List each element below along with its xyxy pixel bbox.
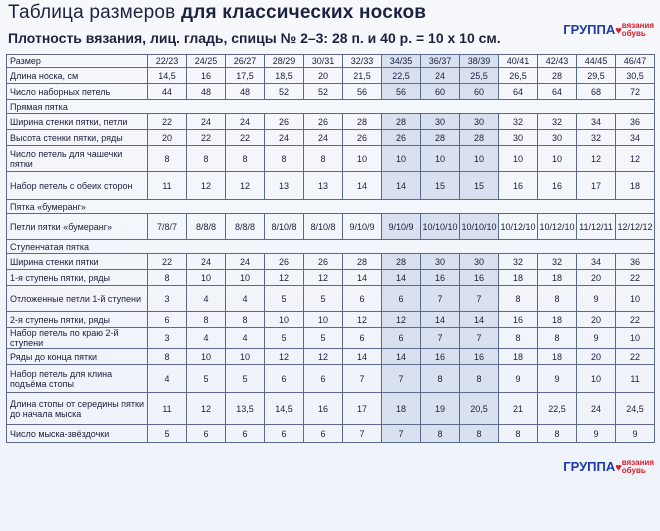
table-row: [7, 130, 655, 146]
logo-line1: вязания: [621, 21, 654, 30]
table-header-row: [7, 55, 655, 68]
section-title: Пятка «бумеранг»: [7, 200, 655, 214]
value-cell: 3: [148, 286, 187, 312]
size-header-cell: 24/25: [187, 55, 226, 68]
value-cell: 6: [265, 425, 304, 443]
value-cell: 9/10/9: [343, 214, 382, 240]
value-cell: 28: [538, 68, 577, 84]
value-cell: 52: [304, 84, 343, 100]
value-cell: 34: [616, 130, 655, 146]
row-label-cell: Длина носка, см: [7, 68, 148, 84]
value-cell: 6: [382, 286, 421, 312]
value-cell: 10: [616, 328, 655, 349]
value-cell: 8: [148, 349, 187, 365]
value-cell: 34: [577, 114, 616, 130]
value-cell: 12: [304, 349, 343, 365]
row-label-cell: Набор петель по краю 2-й ступени: [7, 328, 148, 349]
value-cell: 64: [538, 84, 577, 100]
value-cell: 7: [382, 365, 421, 393]
value-cell: 12: [304, 270, 343, 286]
value-cell: 26,5: [499, 68, 538, 84]
value-cell: 10: [538, 146, 577, 172]
value-cell: 10: [226, 349, 265, 365]
value-cell: 17,5: [226, 68, 265, 84]
value-cell: 5: [265, 328, 304, 349]
value-cell: 8: [226, 146, 265, 172]
value-cell: 60: [421, 84, 460, 100]
size-header-cell: 40/41: [499, 55, 538, 68]
heart-icon: ♥: [615, 462, 622, 474]
value-cell: 8: [460, 425, 499, 443]
group-logo[interactable]: [563, 22, 654, 39]
value-cell: 24: [304, 130, 343, 146]
value-cell: 11: [148, 172, 187, 200]
value-cell: 22: [226, 130, 265, 146]
row-label-cell: Высота стенки пятки, ряды: [7, 130, 148, 146]
value-cell: 16: [421, 349, 460, 365]
row-label-cell: Число петель для чашечки пятки: [7, 146, 148, 172]
value-cell: 16: [499, 172, 538, 200]
value-cell: 6: [382, 328, 421, 349]
row-label-cell: Длина стопы от середины пятки до начала мыска: [7, 393, 148, 425]
table-row: [7, 393, 655, 425]
value-cell: 10/10/10: [421, 214, 460, 240]
value-cell: 8: [148, 270, 187, 286]
value-cell: 8: [499, 286, 538, 312]
row-label-cell: Число мыска-звёздочки: [7, 425, 148, 443]
value-cell: 30: [460, 114, 499, 130]
value-cell: 9: [577, 328, 616, 349]
value-cell: 8: [187, 146, 226, 172]
value-cell: 22: [616, 270, 655, 286]
value-cell: 24: [421, 68, 460, 84]
value-cell: 32: [577, 130, 616, 146]
value-cell: 20,5: [460, 393, 499, 425]
value-cell: 28: [343, 114, 382, 130]
logo-word: ГРУППА: [563, 22, 616, 37]
size-header-cell: 46/47: [616, 55, 655, 68]
value-cell: 8/8/8: [187, 214, 226, 240]
value-cell: 56: [382, 84, 421, 100]
table-row: [7, 365, 655, 393]
value-cell: 18: [499, 349, 538, 365]
row-label-cell: Отложенные петли 1-й ступени: [7, 286, 148, 312]
value-cell: 5: [304, 286, 343, 312]
value-cell: 18: [382, 393, 421, 425]
value-cell: 11: [148, 393, 187, 425]
value-cell: 20: [148, 130, 187, 146]
row-label-cell: Набор петель для клина подъёма стопы: [7, 365, 148, 393]
value-cell: 12: [187, 393, 226, 425]
value-cell: 26: [265, 114, 304, 130]
size-header-cell: 42/43: [538, 55, 577, 68]
value-cell: 18,5: [265, 68, 304, 84]
value-cell: 8: [421, 425, 460, 443]
value-cell: 7: [421, 286, 460, 312]
value-cell: 32: [499, 114, 538, 130]
value-cell: 16: [304, 393, 343, 425]
value-cell: 7: [343, 365, 382, 393]
value-cell: 72: [616, 84, 655, 100]
value-cell: 14: [382, 270, 421, 286]
value-cell: 14: [343, 270, 382, 286]
value-cell: 14: [382, 349, 421, 365]
size-header-cell: 30/31: [304, 55, 343, 68]
value-cell: 4: [187, 328, 226, 349]
value-cell: 22: [616, 349, 655, 365]
value-cell: 6: [304, 425, 343, 443]
value-cell: 4: [148, 365, 187, 393]
value-cell: 68: [577, 84, 616, 100]
value-cell: 30: [499, 130, 538, 146]
value-cell: 13: [304, 172, 343, 200]
value-cell: 5: [265, 286, 304, 312]
value-cell: 12/12/12: [616, 214, 655, 240]
value-cell: 14: [343, 349, 382, 365]
value-cell: 15: [460, 172, 499, 200]
value-cell: 20: [577, 270, 616, 286]
row-label-cell: Петли пятки «бумеранг»: [7, 214, 148, 240]
value-cell: 8/10/8: [304, 214, 343, 240]
value-cell: 10: [421, 146, 460, 172]
row-label-cell: Число наборных петель: [7, 84, 148, 100]
value-cell: 8: [421, 365, 460, 393]
section-title: Прямая пятка: [7, 100, 655, 114]
value-cell: 24: [226, 114, 265, 130]
logo-line2: обувь: [621, 466, 646, 476]
value-cell: 28: [343, 254, 382, 270]
size-header-cell: 26/27: [226, 55, 265, 68]
value-cell: 5: [226, 365, 265, 393]
value-cell: 16: [499, 312, 538, 328]
value-cell: 16: [460, 270, 499, 286]
value-cell: 9: [499, 365, 538, 393]
page-title: Таблица размеров для классических носков: [8, 2, 427, 23]
section-row: [7, 100, 655, 114]
value-cell: 28: [382, 114, 421, 130]
table-row: [7, 84, 655, 100]
value-cell: 8: [538, 328, 577, 349]
value-cell: 7: [460, 328, 499, 349]
value-cell: 6: [343, 286, 382, 312]
value-cell: 22,5: [382, 68, 421, 84]
value-cell: 36: [616, 114, 655, 130]
size-header-cell: 28/29: [265, 55, 304, 68]
row-label-cell: 2-я ступень пятки, ряды: [7, 312, 148, 328]
value-cell: 9: [616, 425, 655, 443]
value-cell: 28: [421, 130, 460, 146]
value-cell: 21: [499, 393, 538, 425]
value-cell: 18: [538, 349, 577, 365]
value-cell: 10: [304, 312, 343, 328]
table-row: [7, 286, 655, 312]
value-cell: 30: [538, 130, 577, 146]
value-cell: 6: [226, 425, 265, 443]
value-cell: 10: [187, 270, 226, 286]
value-cell: 12: [265, 270, 304, 286]
value-cell: 8: [538, 425, 577, 443]
logo-line1: вязания: [621, 458, 654, 467]
value-cell: 13,5: [226, 393, 265, 425]
value-cell: 32: [499, 254, 538, 270]
value-cell: 17: [343, 393, 382, 425]
logo-line2: обувь: [621, 29, 646, 39]
value-cell: 8: [265, 146, 304, 172]
value-cell: 29,5: [577, 68, 616, 84]
value-cell: 28: [382, 254, 421, 270]
value-cell: 10: [499, 146, 538, 172]
value-cell: 19: [421, 393, 460, 425]
value-cell: 34: [577, 254, 616, 270]
value-cell: 52: [265, 84, 304, 100]
value-cell: 6: [148, 312, 187, 328]
row-label-cell: Ширина стенки пятки: [7, 254, 148, 270]
table-row: [7, 114, 655, 130]
value-cell: 32: [538, 114, 577, 130]
value-cell: 18: [616, 172, 655, 200]
value-cell: 16: [187, 68, 226, 84]
value-cell: 12: [265, 349, 304, 365]
section-row: [7, 200, 655, 214]
value-cell: 13: [265, 172, 304, 200]
value-cell: 24: [226, 254, 265, 270]
value-cell: 7: [343, 425, 382, 443]
value-cell: 16: [460, 349, 499, 365]
value-cell: 8: [499, 328, 538, 349]
value-cell: 7/8/7: [148, 214, 187, 240]
value-cell: 24: [577, 393, 616, 425]
value-cell: 9: [577, 286, 616, 312]
row-label-cell: Набор петель с обеих сторон: [7, 172, 148, 200]
size-header-cell: 36/37: [421, 55, 460, 68]
table-row: [7, 425, 655, 443]
size-header-cell: 22/23: [148, 55, 187, 68]
value-cell: 10: [343, 146, 382, 172]
value-cell: 30: [421, 254, 460, 270]
value-cell: 17: [577, 172, 616, 200]
value-cell: 26: [343, 130, 382, 146]
value-cell: 14: [343, 172, 382, 200]
value-cell: 10: [460, 146, 499, 172]
value-cell: 20: [577, 312, 616, 328]
value-cell: 22: [148, 254, 187, 270]
value-cell: 10: [382, 146, 421, 172]
value-cell: 10/12/10: [499, 214, 538, 240]
value-cell: 64: [499, 84, 538, 100]
value-cell: 10: [616, 286, 655, 312]
row-label-cell: Ряды до конца пятки: [7, 349, 148, 365]
value-cell: 18: [538, 312, 577, 328]
table-row: [7, 146, 655, 172]
value-cell: 8: [226, 312, 265, 328]
value-cell: 10: [187, 349, 226, 365]
logo-word: ГРУППА: [563, 459, 616, 474]
value-cell: 30,5: [616, 68, 655, 84]
table-row: [7, 254, 655, 270]
value-cell: 5: [148, 425, 187, 443]
value-cell: 12: [577, 146, 616, 172]
value-cell: 6: [187, 425, 226, 443]
value-cell: 10: [265, 312, 304, 328]
value-cell: 22: [616, 312, 655, 328]
value-cell: 11: [616, 365, 655, 393]
size-table: [6, 54, 655, 443]
value-cell: 10: [226, 270, 265, 286]
table-row: [7, 214, 655, 240]
value-cell: 8: [460, 365, 499, 393]
value-cell: 14: [421, 312, 460, 328]
value-cell: 7: [382, 425, 421, 443]
value-cell: 8: [538, 286, 577, 312]
value-cell: 14,5: [265, 393, 304, 425]
value-cell: 9: [538, 365, 577, 393]
size-header-cell: 44/45: [577, 55, 616, 68]
value-cell: 14: [460, 312, 499, 328]
value-cell: 10/10/10: [460, 214, 499, 240]
value-cell: 48: [226, 84, 265, 100]
value-cell: 20: [577, 349, 616, 365]
value-cell: 22,5: [538, 393, 577, 425]
value-cell: 8: [187, 312, 226, 328]
value-cell: 12: [226, 172, 265, 200]
section-row: [7, 240, 655, 254]
value-cell: 5: [304, 328, 343, 349]
value-cell: 30: [460, 254, 499, 270]
value-cell: 24,5: [616, 393, 655, 425]
size-header-cell: 38/39: [460, 55, 499, 68]
value-cell: 12: [187, 172, 226, 200]
value-cell: 10: [577, 365, 616, 393]
value-cell: 26: [382, 130, 421, 146]
table-row: [7, 349, 655, 365]
value-cell: 22: [148, 114, 187, 130]
value-cell: 26: [265, 254, 304, 270]
heart-icon: ♥: [615, 25, 622, 37]
value-cell: 7: [421, 328, 460, 349]
value-cell: 22: [187, 130, 226, 146]
value-cell: 11/12/11: [577, 214, 616, 240]
value-cell: 10/12/10: [538, 214, 577, 240]
value-cell: 26: [304, 114, 343, 130]
value-cell: 6: [343, 328, 382, 349]
value-cell: 18: [499, 270, 538, 286]
value-cell: 4: [226, 328, 265, 349]
row-label-cell: 1-я ступень пятки, ряды: [7, 270, 148, 286]
value-cell: 8: [304, 146, 343, 172]
value-cell: 9: [577, 425, 616, 443]
size-header-cell: 32/33: [343, 55, 382, 68]
value-cell: 8: [499, 425, 538, 443]
size-header-cell: 34/35: [382, 55, 421, 68]
value-cell: 8: [148, 146, 187, 172]
value-cell: 60: [460, 84, 499, 100]
value-cell: 25,5: [460, 68, 499, 84]
value-cell: 12: [616, 146, 655, 172]
value-cell: 26: [304, 254, 343, 270]
value-cell: 30: [421, 114, 460, 130]
section-title: Ступенчатая пятка: [7, 240, 655, 254]
value-cell: 16: [538, 172, 577, 200]
table-row: [7, 68, 655, 84]
value-cell: 12: [382, 312, 421, 328]
value-cell: 5: [187, 365, 226, 393]
value-cell: 32: [538, 254, 577, 270]
value-cell: 24: [265, 130, 304, 146]
value-cell: 18: [538, 270, 577, 286]
value-cell: 9/10/9: [382, 214, 421, 240]
value-cell: 28: [460, 130, 499, 146]
row-label-cell: Ширина стенки пятки, петли: [7, 114, 148, 130]
value-cell: 21,5: [343, 68, 382, 84]
table-row: [7, 172, 655, 200]
value-cell: 7: [460, 286, 499, 312]
value-cell: 15: [421, 172, 460, 200]
value-cell: 36: [616, 254, 655, 270]
value-cell: 4: [226, 286, 265, 312]
group-logo-watermark[interactable]: [563, 459, 654, 476]
value-cell: 3: [148, 328, 187, 349]
value-cell: 4: [187, 286, 226, 312]
table-row: [7, 328, 655, 349]
value-cell: 12: [343, 312, 382, 328]
value-cell: 16: [421, 270, 460, 286]
value-cell: 24: [187, 114, 226, 130]
value-cell: 8/8/8: [226, 214, 265, 240]
value-cell: 14: [382, 172, 421, 200]
value-cell: 8/10/8: [265, 214, 304, 240]
value-cell: 6: [304, 365, 343, 393]
value-cell: 56: [343, 84, 382, 100]
value-cell: 44: [148, 84, 187, 100]
value-cell: 6: [265, 365, 304, 393]
gauge-subtitle: Плотность вязания, лиц. гладь, спицы № 2–3: 28 п. и 40 р. = 10 х 10 см.: [8, 30, 501, 46]
table-row: [7, 312, 655, 328]
value-cell: 20: [304, 68, 343, 84]
value-cell: 24: [187, 254, 226, 270]
value-cell: 48: [187, 84, 226, 100]
value-cell: 14,5: [148, 68, 187, 84]
header-label-cell: Размер: [7, 55, 148, 68]
table-row: [7, 270, 655, 286]
